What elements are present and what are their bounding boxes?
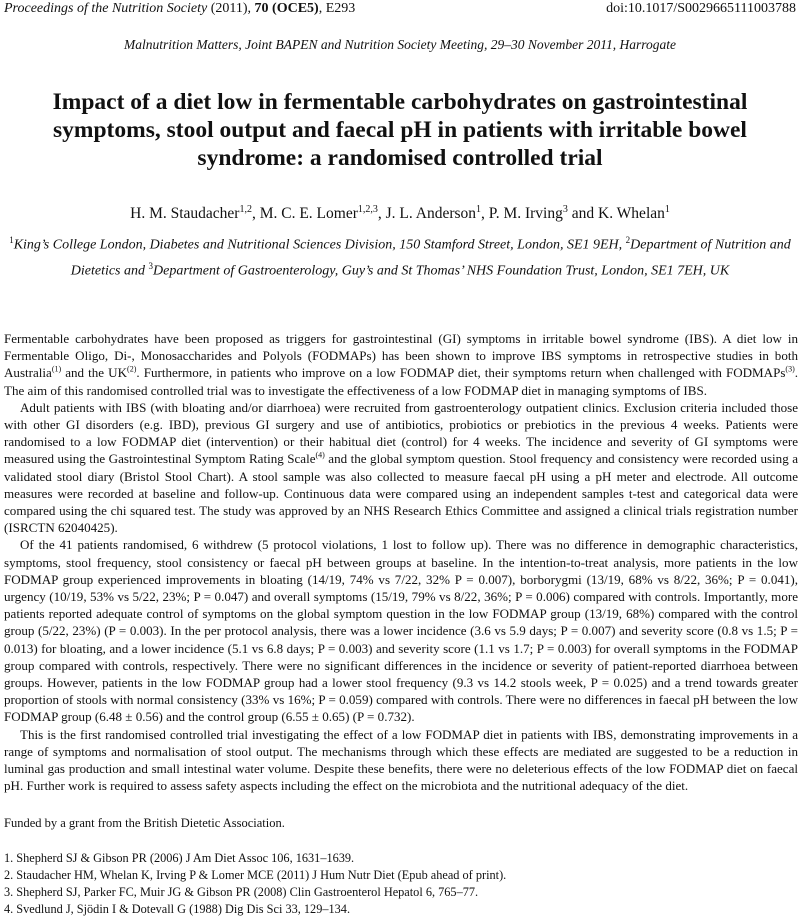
author-list bbox=[0, 204, 800, 223]
author-affil-sup: 1,2 bbox=[239, 204, 252, 215]
paragraph-conclusion: This is the first randomised controlled trial investigating the effect of a low FODMAP diet in patients with IBS, demonstrating improvements in a range of symptoms and normalisation of stool output. The mechanisms through which these effects are mediated are suggested to be a reduction in luminal gas production and small intestinal water volume. Despite these benefits, there were no deleterious effects of the low FODMAP diet on faecal pH. Further work is required to assess safety aspects including the effect on the microbiota and the nutritional adequacy of the diet. bbox=[4, 726, 798, 794]
author-affil-sup: 1 bbox=[476, 204, 482, 215]
paragraph-text: . The aim of this randomised controlled trial was to investigate the effectiveness of a low FODMAP diet in managing symptoms of IBS. bbox=[4, 365, 799, 398]
doi-link[interactable]: doi:10.1017/S0029665111003788 bbox=[606, 1, 796, 16]
affil-sup: 3 bbox=[148, 260, 154, 271]
meeting-line: Malnutrition Matters, Joint BAPEN and Nutrition Society Meeting, 29–30 November 2011, Harrogate bbox=[124, 37, 676, 52]
author-separator: and bbox=[567, 205, 599, 223]
citation-ref[interactable]: (2) bbox=[127, 365, 137, 375]
author-affil-sup: 3 bbox=[562, 204, 568, 215]
citation-ref[interactable]: (3) bbox=[785, 365, 795, 375]
journal-year: (2011), bbox=[210, 1, 252, 16]
author-affil-sup: 1,2,3 bbox=[357, 204, 378, 215]
paragraph-text: . Furthermore, in patients who improve on a low FODMAP diet, their symptoms return when challenged with FODMAPs bbox=[136, 365, 786, 381]
funding-statement: Funded by a grant from the British Dietetic Association. bbox=[4, 816, 285, 830]
reference-list bbox=[4, 850, 794, 918]
paragraph-text: and the global symptom question. Stool frequency and consistency were recorded using a validated stool diary (Bristol Stool Chart). A stool sample was also collected to measure faecal pH using a pH meter and electrode. All outcome measures were recorded at baseline and follow-up. Continuous data were compared using an independent samples t-test and categorical data were compared using the chi squared test. The study was approved by an NHS Research Ethics Committee and assigned a clinical trials registration number (ISRCTN 62040425). bbox=[4, 451, 798, 536]
affiliation-text: Department of Gastroenterology, Guy’s and St Thomas’ NHS Foundation Trust, London, SE1 7EH, UK bbox=[153, 263, 730, 279]
journal-page: , E293 bbox=[318, 1, 356, 16]
journal-volume: 70 bbox=[254, 1, 269, 16]
paragraph-text: and the UK bbox=[61, 365, 128, 381]
paragraph-text: Fermentable carbohydrates have been proposed as triggers for gastrointestinal (GI) symptoms in irritable bowel syndrome (IBS). A diet low in Fermentable Oligo, Di-, Monosaccharides and Polyols (FODMAPs) has been shown to improve IBS symptoms in retrospective studies in both Australia bbox=[4, 331, 798, 381]
affiliation-text: Department of Nutrition and Dietetics and bbox=[70, 237, 791, 279]
abstract-body bbox=[4, 330, 798, 794]
article-title: Impact of a diet low in fermentable carbohydrates on gastrointestinal symptoms, stool output and faecal pH in patients with irritable bowel syndrome: a randomised controlled trial bbox=[52, 89, 748, 171]
journal-citation bbox=[4, 0, 355, 18]
author-separator: , bbox=[251, 205, 260, 223]
author-affil-sup: 1 bbox=[664, 204, 670, 215]
reference-item[interactable]: 4. Svedlund J, Sjödin I & Dotevall G (1988) Dig Dis Sci 33, 129–134. bbox=[4, 902, 351, 916]
author-name: M. C. E. Lomer bbox=[259, 205, 358, 223]
author-name: P. M. Irving bbox=[488, 205, 563, 223]
author-name: H. M. Staudacher bbox=[130, 205, 240, 223]
journal-issue: (OCE5) bbox=[272, 1, 319, 16]
paragraph-text: Adult patients with IBS (with bloating and/or diarrhoea) were recruited from gastroenterology outpatient clinics. Exclusion criteria included those with other GI disorders (e.g. IBD), previous GI surgery and use of antibiotics, probiotics or prebiotics in the previous 4 weeks. Patients were randomised to a low FODMAP diet (intervention) or their habitual diet (control) for 4 weeks. The incidence and severity of GI symptoms were measured using the Gastrointestinal Symptom Rating Scale bbox=[4, 399, 798, 467]
running-header bbox=[4, 0, 796, 20]
citation-ref[interactable]: (4) bbox=[315, 451, 325, 461]
reference-item[interactable]: 3. Shepherd SJ, Parker FC, Muir JG & Gibson PR (2008) Clin Gastroenterol Hepatol 6, 765–77. bbox=[4, 885, 479, 899]
reference-item[interactable]: 1. Shepherd SJ & Gibson PR (2006) J Am Diet Assoc 106, 1631–1639. bbox=[4, 851, 355, 865]
affiliations bbox=[6, 230, 794, 281]
journal-name: Proceedings of the Nutrition Society bbox=[4, 1, 208, 16]
citation-ref[interactable]: (1) bbox=[51, 365, 62, 375]
author-name: K. Whelan bbox=[598, 205, 665, 223]
paragraph-results: Of the 41 patients randomised, 6 withdrew (5 protocol violations, 1 lost to follow up). There was no difference in demographic characteristics, symptoms, stool frequency, stool consistency or faecal pH between groups at baseline. In the intention-to-treat analysis, more patients in the low FODMAP group experienced improvements in bloating (14/19, 74% vs 7/22, 32% P = 0.007), borborygmi (13/19, 68% vs 8/22, 36%; P = 0.041), urgency (10/19, 53% vs 5/22, 23%; P = 0.047) and overall symptoms (15/19, 79% vs 8/22, 36%; P = 0.006) compared with controls. Importantly, more patients reported adequate control of symptoms on the global symptom question in the low FODMAP group (13/19, 68%) compared with the control group (5/22, 23%) (P = 0.003). In the per protocol analysis, there was a lower incidence (3.6 vs 5.9 days; P = 0.007) and severity score (0.8 vs 1.5; P = 0.013) for bloating, and a lower incidence (5.1 vs 6.8 days; P = 0.003) and severity score (1.1 vs 1.7; P = 0.003) for overall symptoms in the FODMAP group compared with controls, respectively. There were no significant differences in the incidence or severity of patient-reported diarrhoea between groups. However, patients in the low FODMAP group had a lower stool frequency (9.3 vs 14.2 stools week, P = 0.025) and a trend towards greater proportion of stools with normal consistency (33% vs 16%; P = 0.059) compared with controls. There were no differences in faecal pH between the low FODMAP group (6.48 ± 0.56) and the control group (6.55 ± 0.65) (P = 0.732). bbox=[4, 537, 798, 725]
reference-item[interactable]: 2. Staudacher HM, Whelan K, Irving P & Lomer MCE (2011) J Hum Nutr Diet (Epub ahead of print). bbox=[4, 868, 507, 882]
author-separator: , bbox=[481, 205, 489, 223]
affil-sup: 2 bbox=[625, 235, 631, 245]
author-name: J. L. Anderson bbox=[385, 205, 477, 223]
affiliation-text: King’s College London, Diabetes and Nutritional Sciences Division, 150 Stamford Street, London, SE1 9EH, bbox=[13, 237, 626, 253]
paragraph-introduction bbox=[4, 330, 798, 399]
author-separator: , bbox=[377, 205, 386, 223]
paragraph-methods bbox=[4, 399, 798, 537]
affil-sup: 1 bbox=[9, 235, 14, 245]
